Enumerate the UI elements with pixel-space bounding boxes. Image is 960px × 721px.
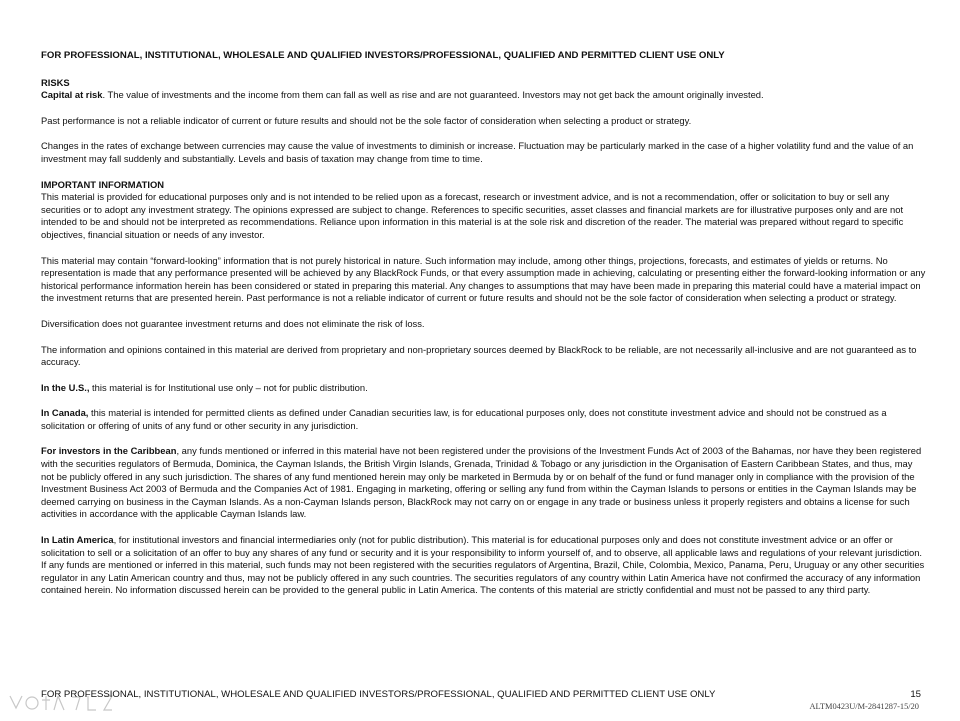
- risks-heading: RISKS: [41, 76, 70, 88]
- us-lead: In the U.S.,: [41, 381, 90, 393]
- us-text: this material is for Institutional use only – not for public distribution.: [89, 381, 368, 393]
- capital-at-risk-lead: Capital at risk: [41, 89, 103, 101]
- sources-paragraph: The information and opinions contained in this material are derived from proprietary and non-proprietary sources deemed by BlackRock to be reliable, are not necessarily all-inclusive and are not guaranteed as to accuracy.: [41, 343, 917, 368]
- latin-america-lead: In Latin America: [41, 534, 114, 546]
- canada-lead: In Canada,: [41, 407, 89, 419]
- canada-paragraph: [41, 407, 926, 432]
- caribbean-text: , any funds mentioned or inferred in this material have not been registered under the provisions of the Investment Funds Act of 2003 of the Bahamas, nor have they been registered with the securities regulators of Bermuda, Dominica, the Cayman Islands, the British Virgin Islands, Grenada, Trinidad & Tobago or any jurisdiction in the Organisation of Eastern Caribbean States, and thus, may not be publicly offered in any such jurisdiction. The shares of any fund mentioned herein may only be marketed in Bermuda by or on behalf of the fund or fund manager only in compliance with the provision of the Investment Business Act 2003 of Bermuda and the Companies Act of 1981. Engaging in marketing, offering or selling any fund from within the Cayman Islands to persons or entities in the Cayman Islands may be deemed carrying on business in the Cayman Islands. As a non-Cayman Islands person, BlackRock may not carry on or engage in any trade or business unless it properly registers and obtains a license for such activities in accordance with the applicable Cayman Islands law.: [41, 445, 922, 520]
- document-body: [41, 50, 926, 610]
- canada-text: this material is intended for permitted clients as defined under Canadian securities law, is for educational purposes only, does not constitute investment advice and should not be construed as a solicitation or offering of units of any fund or other security in any jurisdiction.: [41, 407, 887, 431]
- audience-banner: FOR PROFESSIONAL, INSTITUTIONAL, WHOLESALE AND QUALIFIED INVESTORS/PROFESSIONAL, QUALIFIED AND PERMITTED CLIENT USE ONLY: [41, 50, 725, 61]
- page-number: 15: [910, 689, 921, 700]
- us-paragraph: [41, 382, 926, 395]
- important-information-section: [41, 179, 926, 597]
- important-information-heading: IMPORTANT INFORMATION: [41, 178, 165, 190]
- latin-america-paragraph: [41, 534, 926, 597]
- exchange-rates-paragraph: Changes in the rates of exchange between currencies may cause the value of investments to diminish or increase. Fluctuation may be particularly marked in the case of a higher volatility fund and the value of an investment may fall suddenly and substantially. Levels and basis of taxation may change from time to time.: [41, 140, 914, 164]
- forward-looking-paragraph: This material may contain “forward-looking” information that is not purely historical in nature. Such information may include, among other things, projections, forecasts, and estimates of yields or returns. No representation is made that any performance presented will be achieved by any BlackRock Funds, or that every assumption made in achieving, calculating or presenting either the forward-looking information or any historical performance information herein has been considered or stated in preparing this material. Any changes to assumptions that may have been made in preparing this material could have a material impact on the investment returns that are presented herein. Past performance is not a reliable indicator of current or future results and should not be the sole factor of consideration when selecting a product or strategy.: [41, 254, 926, 304]
- latin-america-text: , for institutional investors and financial intermediaries only (not for public distribution). This material is for educational purposes only and does not constitute investment advice or an offer or solicitation to sell or a solicitation of an offer to buy any shares of any fund or security and it is your responsibility to inform yourself of, and to observe, all applicable laws and regulations of your relevant jurisdiction. If any funds are mentioned or inferred in this material, such funds may not been registered with the securities regulators of Argentina, Brazil, Chile, Colombia, Mexico, Panama, Peru, Uruguay or any other securities regulator in any Latin American country and thus, may not be publicly offered in any such countries. The securities regulators of any country within Latin America have not confirmed the accuracy of any information contained herein. No information discussed herein can be provided to the general public in Latin America. The contents of this material are strictly confidential and must not be passed to any third party.: [41, 534, 925, 596]
- capital-at-risk-text: . The value of investments and the income from them can fall as well as rise and are not guaranteed. Investors may not get back the amount originally invested.: [102, 89, 764, 101]
- footer-audience-text: FOR PROFESSIONAL, INSTITUTIONAL, WHOLESALE AND QUALIFIED INVESTORS/PROFESSIONAL, QUALIFIED AND PERMITTED CLIENT USE ONLY: [41, 689, 716, 700]
- past-performance-paragraph: Past performance is not a reliable indicator of current or future results and should not be the sole factor of consideration when selecting a product or strategy.: [41, 114, 692, 126]
- capital-at-risk-paragraph: [41, 89, 926, 102]
- document-reference-code: ALTM0423U/M-2841287-15/20: [809, 702, 919, 711]
- risks-section: [41, 77, 926, 166]
- educational-purposes-paragraph: This material is provided for educational purposes only and is not intended to be relied upon as a forecast, research or investment advice, and is not a recommendation, offer or solicitation to buy or sell any securities or to adopt any investment strategy. The opinions expressed are subject to change. References to specific securities, asset classes and financial markets are for illustrative purposes only and are not intended to be and should not be interpreted as recommendations. Reliance upon information in this material is at the sole risk and discretion of the reader. The material was prepared without regard to specific objectives, financial situation or needs of any investor.: [41, 191, 904, 240]
- caribbean-paragraph: [41, 445, 926, 521]
- caribbean-lead: For investors in the Caribbean: [41, 445, 177, 457]
- diversification-paragraph: Diversification does not guarantee investment returns and does not eliminate the risk of loss.: [41, 317, 425, 329]
